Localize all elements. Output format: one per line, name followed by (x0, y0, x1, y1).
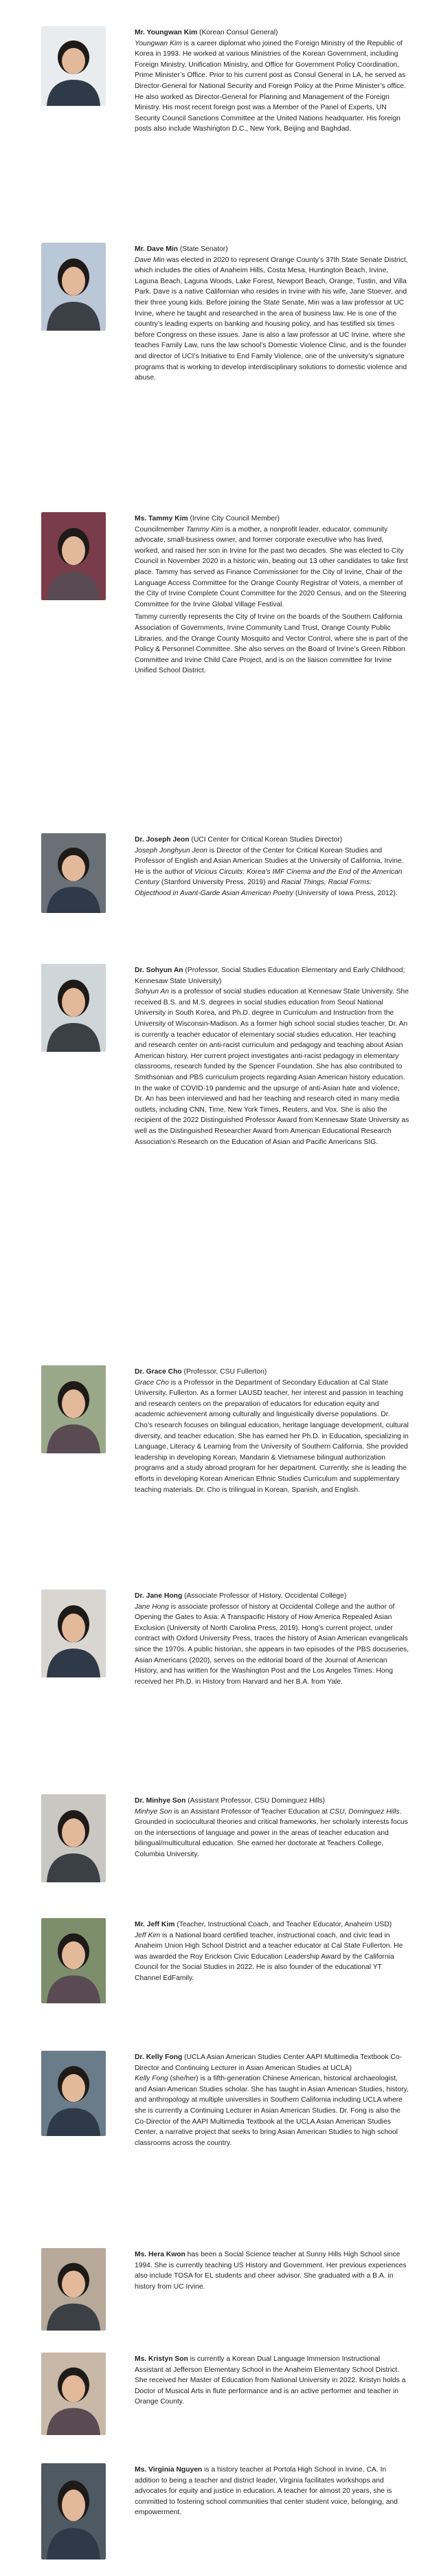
portrait-image (41, 1589, 106, 1677)
bio-text (135, 2354, 409, 2410)
portrait-image (41, 2463, 106, 2560)
person-name: Ms. Tammy Kim (135, 515, 188, 522)
person-name: Mr. Jeff Kim (135, 1921, 175, 1928)
person-name: Dr. Grace Cho (135, 1368, 182, 1376)
portrait-photo (41, 26, 106, 106)
person-role: (Korean Consul General) (197, 29, 278, 36)
bio-text-segment: (she/her) is a fifth-generation Chinese American, historical archaeologist, and Asian American Studies scholar. She has taught in Asian American Studies, history, and anthropology at multiple universities in Southern California including UCLA where she is currently a Continuing Lecturer in Asian American Studies. Dr. Fong is also the Co-Director of the AAPI Multimedia Textbook at the UCLA Asian American Studies Center, a narrative project that seeks to bring Asian American Studies to high school classrooms across the country. (135, 2075, 409, 2147)
bio-text-segment: is an Assistant Professor of Teacher Education at (172, 1807, 330, 1816)
person-name: Dr. Kelly Fong (135, 2054, 183, 2061)
portrait-image (41, 1794, 106, 1882)
bio-text-segment: Joseph Jonghyun Jeon (135, 846, 207, 855)
portrait-image (41, 512, 106, 600)
bio-paragraph (135, 1796, 409, 1860)
bio-text (135, 965, 409, 1149)
bio-paragraph (135, 27, 409, 135)
bio-text-segment: Vicious Circuits: Korea’s IMF Cinema and the End of the American Century (135, 868, 403, 887)
portrait-photo (41, 1794, 106, 1882)
bio-paragraph (135, 835, 409, 899)
bio-text-segment: Racial Things, Racial Forms: Objecthood in Avant-Garde Asian American Poetry (135, 879, 372, 897)
person-role: (Professor, CSU Fullerton) (181, 1368, 267, 1376)
person-name: Dr. Sohyun An (135, 967, 183, 974)
bio-text (135, 27, 409, 137)
bio-paragraph (135, 612, 409, 676)
bio-text (135, 2249, 409, 2294)
bio-paragraph (135, 2249, 409, 2292)
bio-text (135, 1919, 409, 1986)
bio-paragraph (135, 2052, 409, 2148)
bio-text-segment: Jane Hong (135, 1603, 169, 1611)
bio-text-segment: is a National board certified teacher, instructional coach, and civic lead in Anaheim Union High School District and a teacher educator at Cal State Fullerton. He was awarded the Roy Erickson Civic Education Leadership Award by the California Council for the Social Studies in 2022. He is also founder of the educational YT Channel EdFamily. (135, 1931, 403, 1982)
portrait-image (41, 1365, 106, 1453)
portrait-photo (41, 833, 106, 913)
portrait-image (41, 243, 106, 331)
portrait-image (41, 833, 106, 913)
bio-text-segment: is a mother, a nonprofit leader, educator, community advocate, small-business owner, and former corporate executive who has lived, worked, and raised her son in Irvine for the past two decades. She was elected to City Council in November 2020 in a historic win, beating out 13 other candidates to take first place. Tammy has served as Finance Commissioner for the City of Irvine, Chair of the Language Access Committee for the Orange County Registrar of Voters, a member of the City of Irvine Complete Count Committee for the 2020 Census, and on the Steering Committee for the Irvine Global Village Festival. (135, 525, 408, 608)
bio-paragraph (135, 2354, 409, 2408)
bio-text-segment: was elected in 2020 to represent Orange County’s 37th State Senate District, which includes the cities of Anaheim Hills, Costa Mesa, Huntington Beach, Irvine, Laguna Beach, Laguna Woods, Lake Forest, Newport Beach, Orange, Tustin, and Villa Park. Dave is a native Californian who resides in Irvine with his wife, Jane Stoever, and their three young kids. Before joining the State Senate, Min was a law professor at UC Irvine, where he taught and researched in the area of business law. He is one of the country’s leading experts on banking and housing policy, and has testified six times before Congress on these issues. Jane is also a law professor at UC Irvine, where she teaches Family Law, runs the law school’s Domestic Violence Clinic, and is the founder and director of UCI’s Initiative to End Family Violence, one of the university’s signature programs that is working to develop interdisciplinary solutions to domestic violence and abuse. (135, 256, 408, 382)
bio-text-segment: Grace Cho (135, 1378, 169, 1387)
person-role: (Associate Professor of History, Occidental College) (182, 1592, 347, 1600)
person-name: Dr. Joseph Jeon (135, 836, 190, 844)
bio-text-segment: Minhye Son (135, 1807, 172, 1816)
person-role: (Assistant Professor, CSU Dominguez Hills) (185, 1797, 325, 1805)
bio-text-segment: Councilmember (135, 525, 186, 533)
bio-paragraph (135, 244, 409, 384)
person-role: (State Senator) (177, 245, 228, 253)
portrait-image (41, 2248, 106, 2331)
bio-text (135, 514, 409, 679)
portrait-photo (41, 2248, 106, 2331)
person-name: Mr. Youngwan Kim (135, 29, 198, 36)
bio-text (135, 1367, 409, 1497)
portrait-image (41, 2051, 106, 2136)
portrait-image (41, 1918, 106, 2003)
person-name: Dr. Minhye Son (135, 1797, 186, 1805)
bio-text-segment: Dave Min (135, 256, 165, 264)
bio-text (135, 2465, 409, 2520)
bio-text-segment: is a history teacher at Portola High School in Irvine, CA. In addition to being a teacher and district leader, Virginia facilitates workshops and advocates for equity and justice in education. A teacher for almost 20 years, she is committed to fostering school communities that center student voice, belonging, and empowerment. (135, 2466, 398, 2517)
bio-paragraph (135, 514, 409, 610)
person-name: Dr. Jane Hong (135, 1592, 183, 1600)
bio-text (135, 1796, 409, 1862)
portrait-image (41, 964, 106, 1052)
bio-text-segment: is currently a Korean Dual Language Immersion Instructional Assistant at Jefferson Elementary School in the Anaheim Elementary School District. She received her Master of Education from National University in 2022. Kristyn holds a Doctor of Musical Arts in flute performance and is an active performer and teacher in Orange County. (135, 2355, 406, 2406)
bio-text-segment: Tammy currently represents the City of Irvine on the boards of the Southern California Association of Governments, Irvine Community Land Trust, Orange County Public Libraries, and the Orange County Mosquito and Vector Control, where she is part of the Policy & Personnel Committee. She also serves on the Board of Irvine’s Green Ribbon Committee and Irvine Child Care Project, and is on the liaison committee for Irvine Unified School District. (135, 613, 408, 675)
portrait-photo (41, 243, 106, 331)
bio-text-segment: is a professor of social studies education at Kennesaw State University. She received B.S. and M.S. degrees in social studies education from Seoul National University in South Korea, and Ph.D. degree in Curriculum and Instruction from the University of Wisconsin-Madison. As a former high school social studies teacher, Dr. An is currently a teacher educator of elementary social studies education. Her teaching and research center on anti-racist curriculum and pedagogy and teaching about Asian American history. Her current project investigates anti-racist pedagogy in elementary classrooms, research funded by the Spencer Foundation. She has also contributed to Smithsonian and PBS curriculum projects regarding Asian American history education. In the wake of COVID-19 pandemic and the upsurge of anti-Asian hate and violence, Dr. An has been interviewed and had her teaching and research cited in many media outlets, including CNN, Time, New York Times, Reuters, and Vox. She is also the recipient of the 2022 Distinguished Professor Award from Kennesaw State University as well as the Distinguished Researcher Award from American Educational Research Association’s Research on the Education of Asian and Pacific Americans SIG. (135, 988, 409, 1146)
person-role: (UCI Center for Critical Korean Studies Director) (189, 836, 343, 844)
portrait-photo (41, 2051, 106, 2136)
person-role: (Teacher, Instructional Coach, and Teacher Educator, Anaheim USD) (174, 1921, 392, 1928)
bio-paragraph (135, 1367, 409, 1495)
bio-text-segment: (Stanford University Press, 2019) and (159, 879, 282, 887)
person-name: Ms. Virginia Nguyen (135, 2466, 203, 2474)
portrait-photo (41, 1918, 106, 2003)
bio-text-segment: has been a Social Science teacher at Sunny Hills High School since 1994. She is currently teaching US History and Government. Her previous experiences also include TOSA for EL students and cheer advisor. She graduated with a B.A. in history from UC Irvine. (135, 2251, 407, 2291)
bio-text-segment: is associate professor of history at Occidental College and the author of Opening the Gates to Asia: A Transpacific History of How America Repealed Asian Exclusion (University of North Carolina Press, 2019). Hong’s current project, under contract with Oxford University Press, traces the history of Asian American evangelicals since the 1970s. A public historian, she appears in two episodes of the PBS docuseries, Asian Americans (2020), serves on the editorial board of the Journal of American History, and has written for the Washington Post and the Los Angeles Times. Hong received her Ph.D. in History from Harvard and her B.A. from Yale. (135, 1603, 409, 1686)
portrait-photo (41, 1589, 106, 1677)
bio-text (135, 1591, 409, 1689)
bio-paragraph (135, 1919, 409, 1984)
bio-paragraph (135, 1591, 409, 1687)
person-name: Ms. Hera Kwon (135, 2251, 185, 2258)
bio-text-segment: is a Professor in the Department of Secondary Education at Cal State University, Fullerton. As a former LAUSD teacher, her interest and passion in teaching and research centers on the preparation of educators for education equity and academic achievement among culturally and linguistically diverse populations. Dr. Cho’s research focuses on bilingual education, heritage language development, cultural diversity, and teacher education. She has earned her Ph.D. in Education, specializing in Language, Literacy & Learning from the University of Southern California. She provided leadership in developing Korean, Mandarin & Vietnamese bilingual authorization programs and a study abroad program for her department. Currently, she is leading the efforts in developing Korean American Ethnic Studies Curriculum and supplementary teaching materials. Dr. Cho is trilingual in Korean, Spanish, and English. (135, 1378, 409, 1494)
bio-text-segment: is a career diplomat who joined the Foreign Ministry of the Republic of Korea in 1993. He worked at various Ministries of the Korean Government, including Foreign Ministry, Unification Ministry, and Office for Government Policy Coordination, Prime Minister’s Office. Prior to his current post as Consul General in LA, he served as Director-General for National Security and Foreign Policy at the Prime Minister’s office. He also worked as Director-General for Planning and Management of the Foreign Ministry. His most recent foreign post was a Member of the Panel of Experts, UN Security Council Sanctions Committee at the United Nations headquarter. His foreign posts also include Washington D.C., New York, Beijing and Baghdad. (135, 39, 406, 133)
bio-text-segment: is Director of the Center for Critical Korean Studies and Professor of English and Asian American Studies at the University of California, Irvine. He is the author of (135, 846, 404, 876)
bio-text-segment: CSU, Dominguez Hills (329, 1807, 400, 1816)
portrait-photo (41, 2353, 106, 2435)
bio-text (135, 244, 409, 386)
portrait-image (41, 26, 106, 106)
person-role: (Professor, Social Studies Education Elementary and Early Childhood; Kennesaw State University) (135, 967, 405, 985)
portrait-image (41, 2353, 106, 2435)
portrait-photo (41, 964, 106, 1052)
bio-text (135, 835, 409, 901)
bio-text-segment: Jeff Kim (135, 1931, 161, 1939)
bio-text-segment: Sohyun An (135, 988, 169, 996)
bio-paragraph (135, 965, 409, 1147)
portrait-photo (41, 512, 106, 600)
person-role: (Irvine City Council Member) (188, 515, 280, 522)
portrait-photo (41, 2463, 106, 2560)
bio-text-segment: (University of Iowa Press, 2012). (293, 889, 398, 897)
person-role: (UCLA Asian American Studies Center AAPI Multimedia Textbook Co-Director and Continuing Lecturer in Asian American Studies at UCLA) (135, 2054, 402, 2072)
bio-text-segment: Tammy Kim (185, 525, 223, 533)
bio-text-segment: Youngwan Kim (135, 39, 182, 47)
person-name: Mr. Dave Min (135, 245, 178, 253)
portrait-photo (41, 1365, 106, 1453)
bio-text-segment: . Grounded in sociocultural theories and critical frameworks, her scholarly interests focus on the intersections of language and power in the areas of teacher education and bilingual/multicultural education. She earned her doctorate at Teachers College, Columbia University. (135, 1807, 408, 1858)
bio-text (135, 2052, 409, 2150)
bio-paragraph (135, 2465, 409, 2518)
bio-text-segment: Kelly Fong (135, 2075, 168, 2083)
person-name: Ms. Kristyn Son (135, 2355, 188, 2363)
